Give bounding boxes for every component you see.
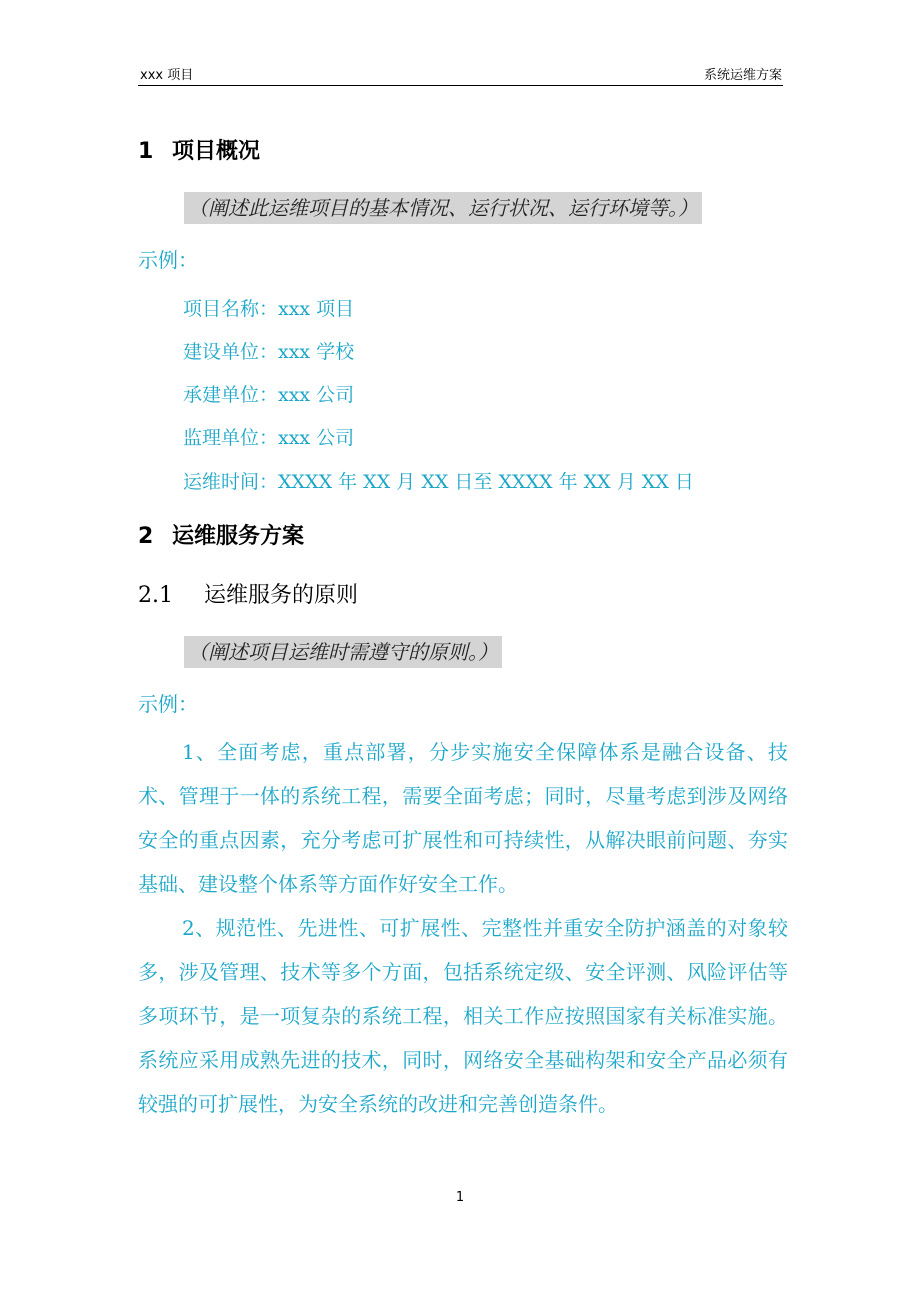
header-project-name: xxx 项目 — [140, 68, 194, 83]
section-2-1-note: （阐述项目运维时需遵守的原则。） — [184, 636, 502, 668]
principle-paragraph-1: 1、全面考虑，重点部署，分步实施安全保障体系是融合设备、技术、管理于一体的系统工程，需要全面考虑；同时，尽量考虑到涉及网络安全的重点因素，充分考虑可扩展性和可持续性，从解决眼前问题、夯实基础、建设整个体系等方面作好安全工作。 — [138, 740, 788, 896]
section-2-title: 运维服务方案 — [172, 524, 305, 549]
info-contractor: 承建单位：xxx 公司 — [183, 384, 355, 406]
section-1-note: （阐述此运维项目的基本情况、运行状况、运行环境等。） — [184, 192, 702, 224]
header-divider — [138, 85, 783, 86]
principle-paragraph-2: 2、规范性、先进性、可扩展性、完整性并重安全防护涵盖的对象较多，涉及管理、技术等多个方面，包括系统定级、安全评测、风险评估等多项环节，是一项复杂的系统工程，相关工作应按照国家有关标准实施。系统应采用成熟先进的技术，同时，网络安全基础构架和安全产品必须有较强的可扩展性，为安全系统的改进和完善创造条件。 — [138, 916, 788, 1116]
section-1-title: 项目概况 — [172, 139, 261, 164]
section-2-number: 2 — [138, 524, 154, 549]
info-project-name: 项目名称：xxx 项目 — [183, 298, 355, 320]
section-2-1-example-label: 示例： — [138, 692, 198, 716]
section-1-number: 1 — [138, 139, 154, 164]
info-construction-unit: 建设单位：xxx 学校 — [183, 341, 355, 363]
page-number: 1 — [455, 1190, 465, 1205]
info-maintenance-period: 运维时间：XXXX 年 XX 月 XX 日至 XXXX 年 XX 月 XX 日 — [183, 471, 694, 493]
section-2-1-title: 运维服务的原则 — [204, 583, 359, 608]
section-1-example-label: 示例： — [138, 248, 198, 272]
section-1-heading — [138, 134, 260, 165]
section-2-heading — [138, 519, 304, 550]
section-2-1-heading — [138, 578, 358, 609]
info-supervisor: 监理单位：xxx 公司 — [183, 427, 355, 449]
section-2-1-number: 2.1 — [138, 583, 173, 608]
header-document-title: 系统运维方案 — [703, 68, 782, 83]
